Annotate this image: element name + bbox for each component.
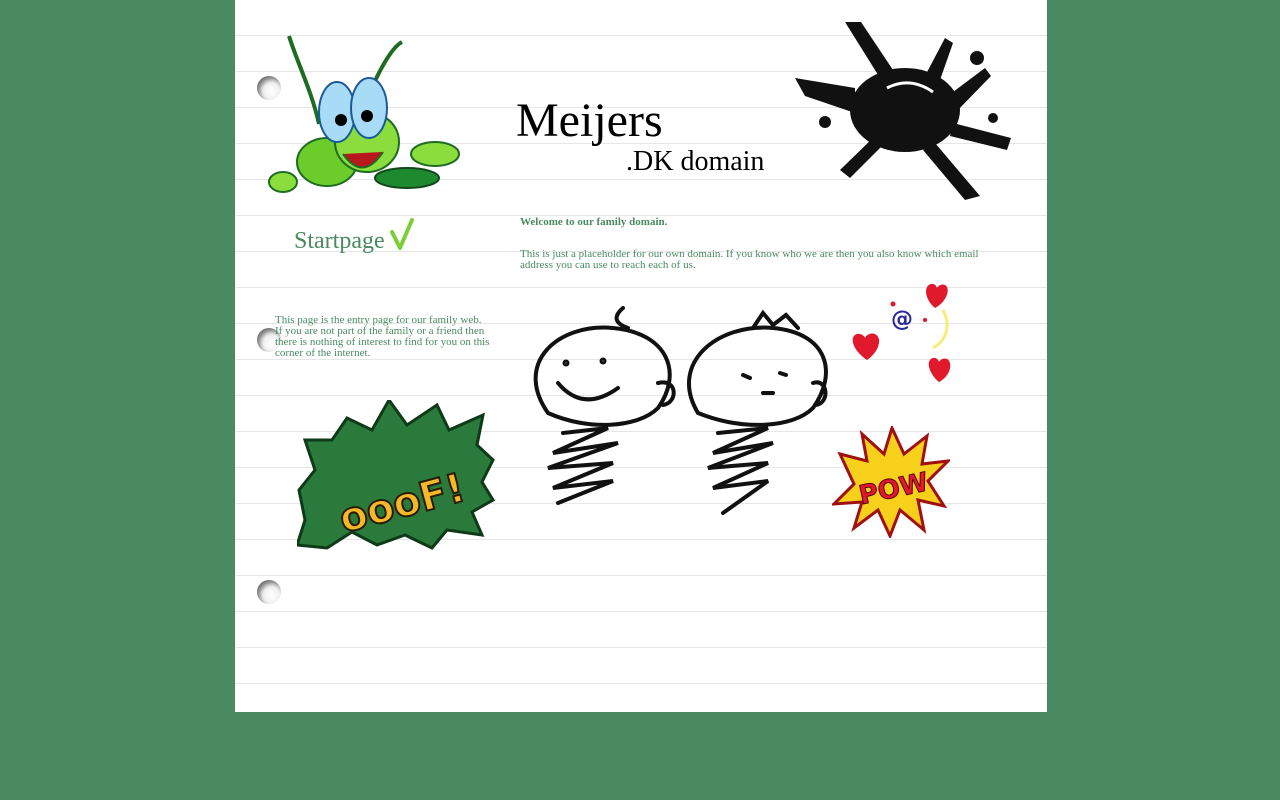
frog-mascot-image (267, 32, 462, 202)
check-icon (390, 216, 416, 252)
pow-burst-image (832, 426, 950, 538)
spring-heads-image (518, 303, 833, 518)
paper-page (235, 0, 1047, 712)
svg-text:POW: POW (856, 467, 931, 512)
email-hearts-image (847, 280, 957, 390)
binder-hole (257, 580, 281, 604)
page-subtitle: .DK domain (626, 146, 765, 177)
sidebar-text: This page is the entry page for our family web. If you are not part of the family or a friend then there is nothing of interest to find for you on this corner of the internet. (275, 314, 490, 359)
svg-text:@: @ (891, 307, 913, 332)
ink-splat-image (795, 18, 1015, 203)
ooof-burst-image (297, 400, 495, 550)
page-title: Meijers (516, 94, 663, 147)
svg-text:oooF!: oooF! (334, 465, 470, 543)
nav-link-startpage[interactable]: Startpage (294, 228, 385, 254)
welcome-heading: Welcome to our family domain. (520, 216, 668, 228)
info-text: This is just a placeholder for our own domain. If you know who we are then you also know which email address you can use to reach each of us. (520, 248, 979, 271)
